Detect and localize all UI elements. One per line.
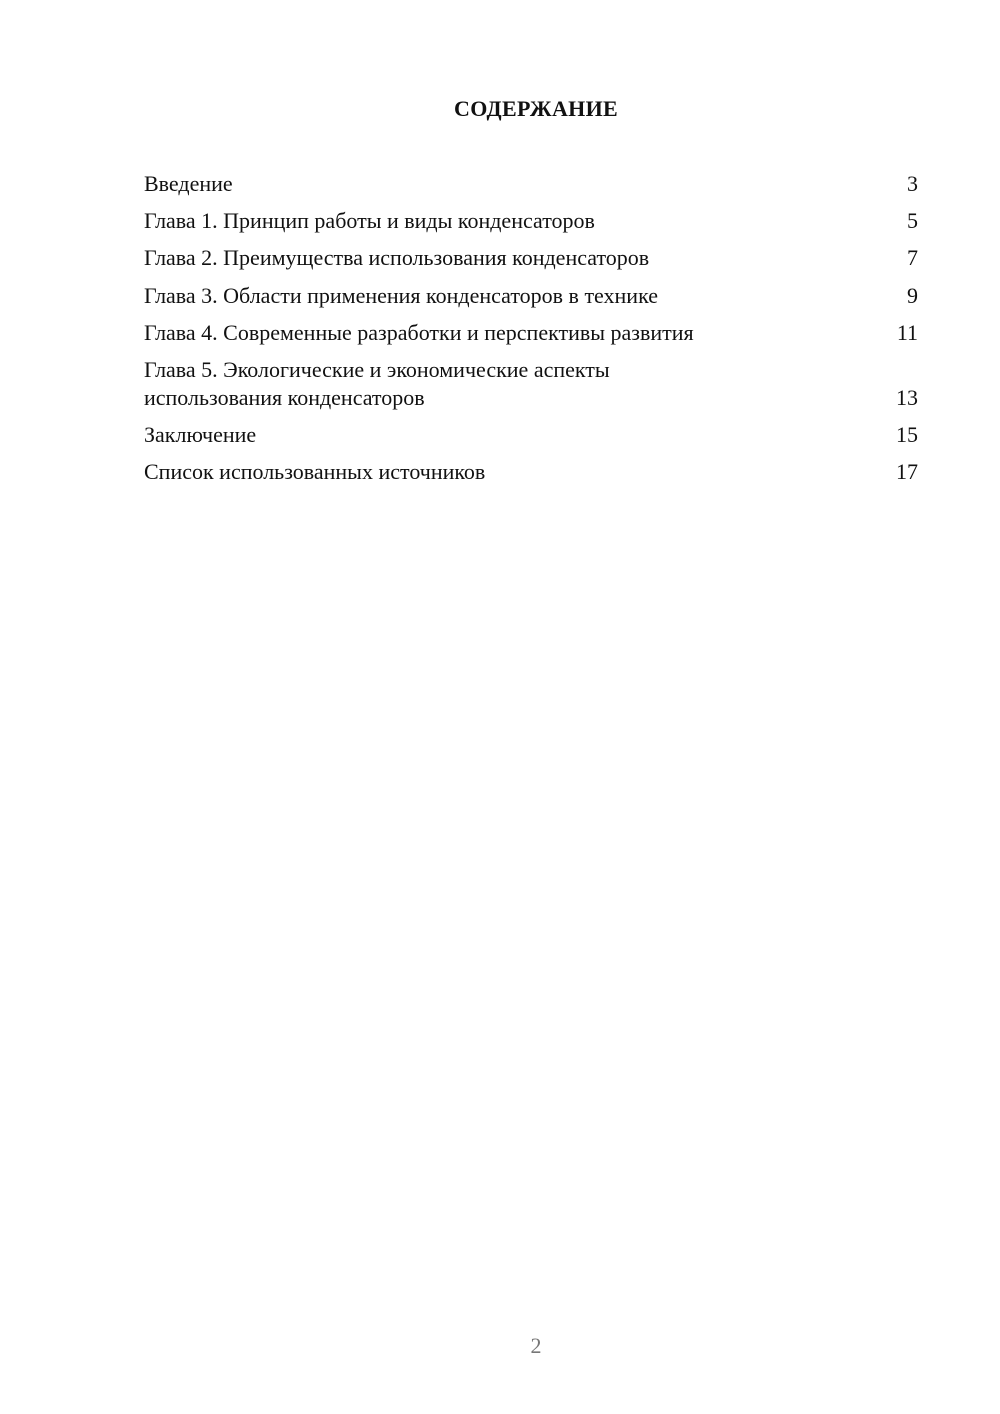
toc-entry[interactable] [144,170,918,198]
toc-entry-label: Глава 2. Преимущества использования конденсаторов [144,245,650,271]
toc-entry[interactable] [144,421,918,449]
toc-entry-label: Глава 5. Экологические и экономические аспекты использования конденсаторов [144,356,610,410]
toc-entry-page: 15 [896,422,918,448]
toc-entry-label: Глава 1. Принцип работы и виды конденсаторов [144,208,595,234]
toc-entry-page: 9 [907,282,918,308]
toc-entry[interactable] [144,356,918,412]
toc-title: СОДЕРЖАНИЕ [454,96,618,121]
toc-entry-label: Глава 3. Области применения конденсаторов в технике [144,282,658,308]
toc-entry-label: Список использованных источников [144,459,486,485]
toc-entry-page: 13 [896,384,918,410]
toc-entry-page: 3 [907,171,918,196]
toc-entry-page: 11 [896,319,918,345]
toc-entry-page: 5 [907,208,918,234]
toc-entry-label: Глава 4. Современные разработки и перспективы развития [144,319,694,345]
page-number: 2 [530,1333,542,1358]
table-of-contents [144,170,918,496]
toc-entry-label: Введение [144,171,233,196]
toc-entry-label: Заключение [144,422,257,448]
toc-entry-page: 7 [907,245,918,271]
toc-entry[interactable] [144,244,918,272]
toc-entry[interactable] [144,319,918,347]
toc-entry[interactable] [144,207,918,235]
toc-entry[interactable] [144,282,918,310]
toc-entry-page: 17 [896,459,918,485]
toc-entry[interactable] [144,458,918,486]
